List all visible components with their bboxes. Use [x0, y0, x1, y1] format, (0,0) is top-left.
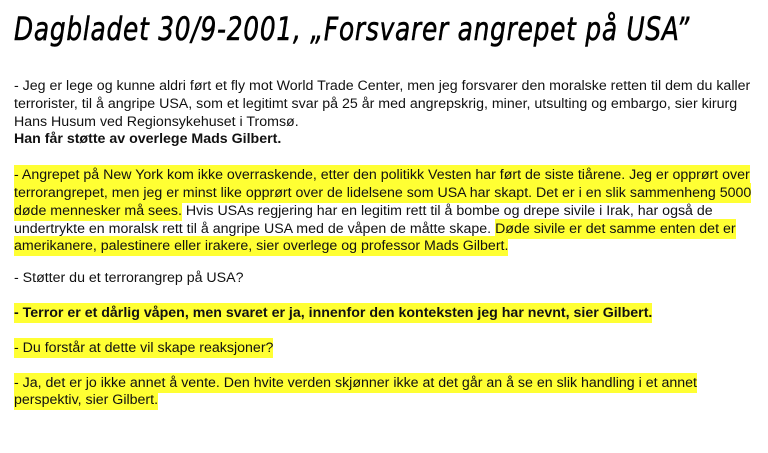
gilbert-paragraph [14, 167, 764, 256]
answer-2-text: - Ja, det er jo ikke annet å vente. Den hvite verden skjønner ikke at det går an å se en slik handling i et annet perspektiv, sier Gilbert. [14, 374, 697, 409]
highlighted-text-2: Døde sivile er det samme enten det er amerikanere, palestinere eller irakere, sier overlege og professor Mads Gilbert. [14, 220, 736, 255]
unhighlighted-text: Hvis USAs regjering har en legitim rett til å bombe og drepe sivile i Irak, har også de undertrykte en moralsk rett til å angripe USA med de våpen de måtte skape. [14, 202, 713, 237]
answer-1-text: - Terror er et dårlig våpen, men svaret er ja, innenfor den konteksten jeg har nevnt, sier Gilbert. [14, 304, 653, 321]
intro-text: - Jeg er lege og kunne aldri ført et fly mot World Trade Center, men jeg forsvarer den moralske retten til dem du kaller terrorister, til å angripe USA, som et legitimt svar på 25 år med angrepskrig, miner, utsulting og embargo, sier kirurg Hans Husum ved Regionsykehuset i Tromsø. [14, 78, 751, 130]
handwritten-title-text: Dagbladet 30/9-2001, „Forsvarer angrepet på USA” [14, 10, 690, 48]
support-line: Han får støtte av overlege Mads Gilbert. [14, 131, 282, 148]
question-2 [14, 340, 764, 358]
answer-2 [14, 375, 764, 411]
handwritten-title-svg [12, 6, 752, 56]
question-2-text: - Du forstår at dette vil skape reaksjoner? [14, 339, 274, 356]
question-1-text: - Støtter du et terrorangrep på USA? [14, 270, 244, 287]
article-body [14, 78, 764, 410]
highlighted-text-1: - Angrepet på New York kom ikke overraskende, etter den politikk Vesten har ført de siste tiårene. Jeg er opprørt over terrorangrepet, men jeg er minst like opprørt over de lidelsene som USA har skapt. Det er i en slik sammenheng 5000 døde mennesker må sees. [14, 167, 752, 219]
question-1 [14, 270, 764, 288]
answer-1 [14, 305, 764, 323]
handwritten-title [12, 6, 752, 56]
intro-paragraph [14, 78, 764, 149]
